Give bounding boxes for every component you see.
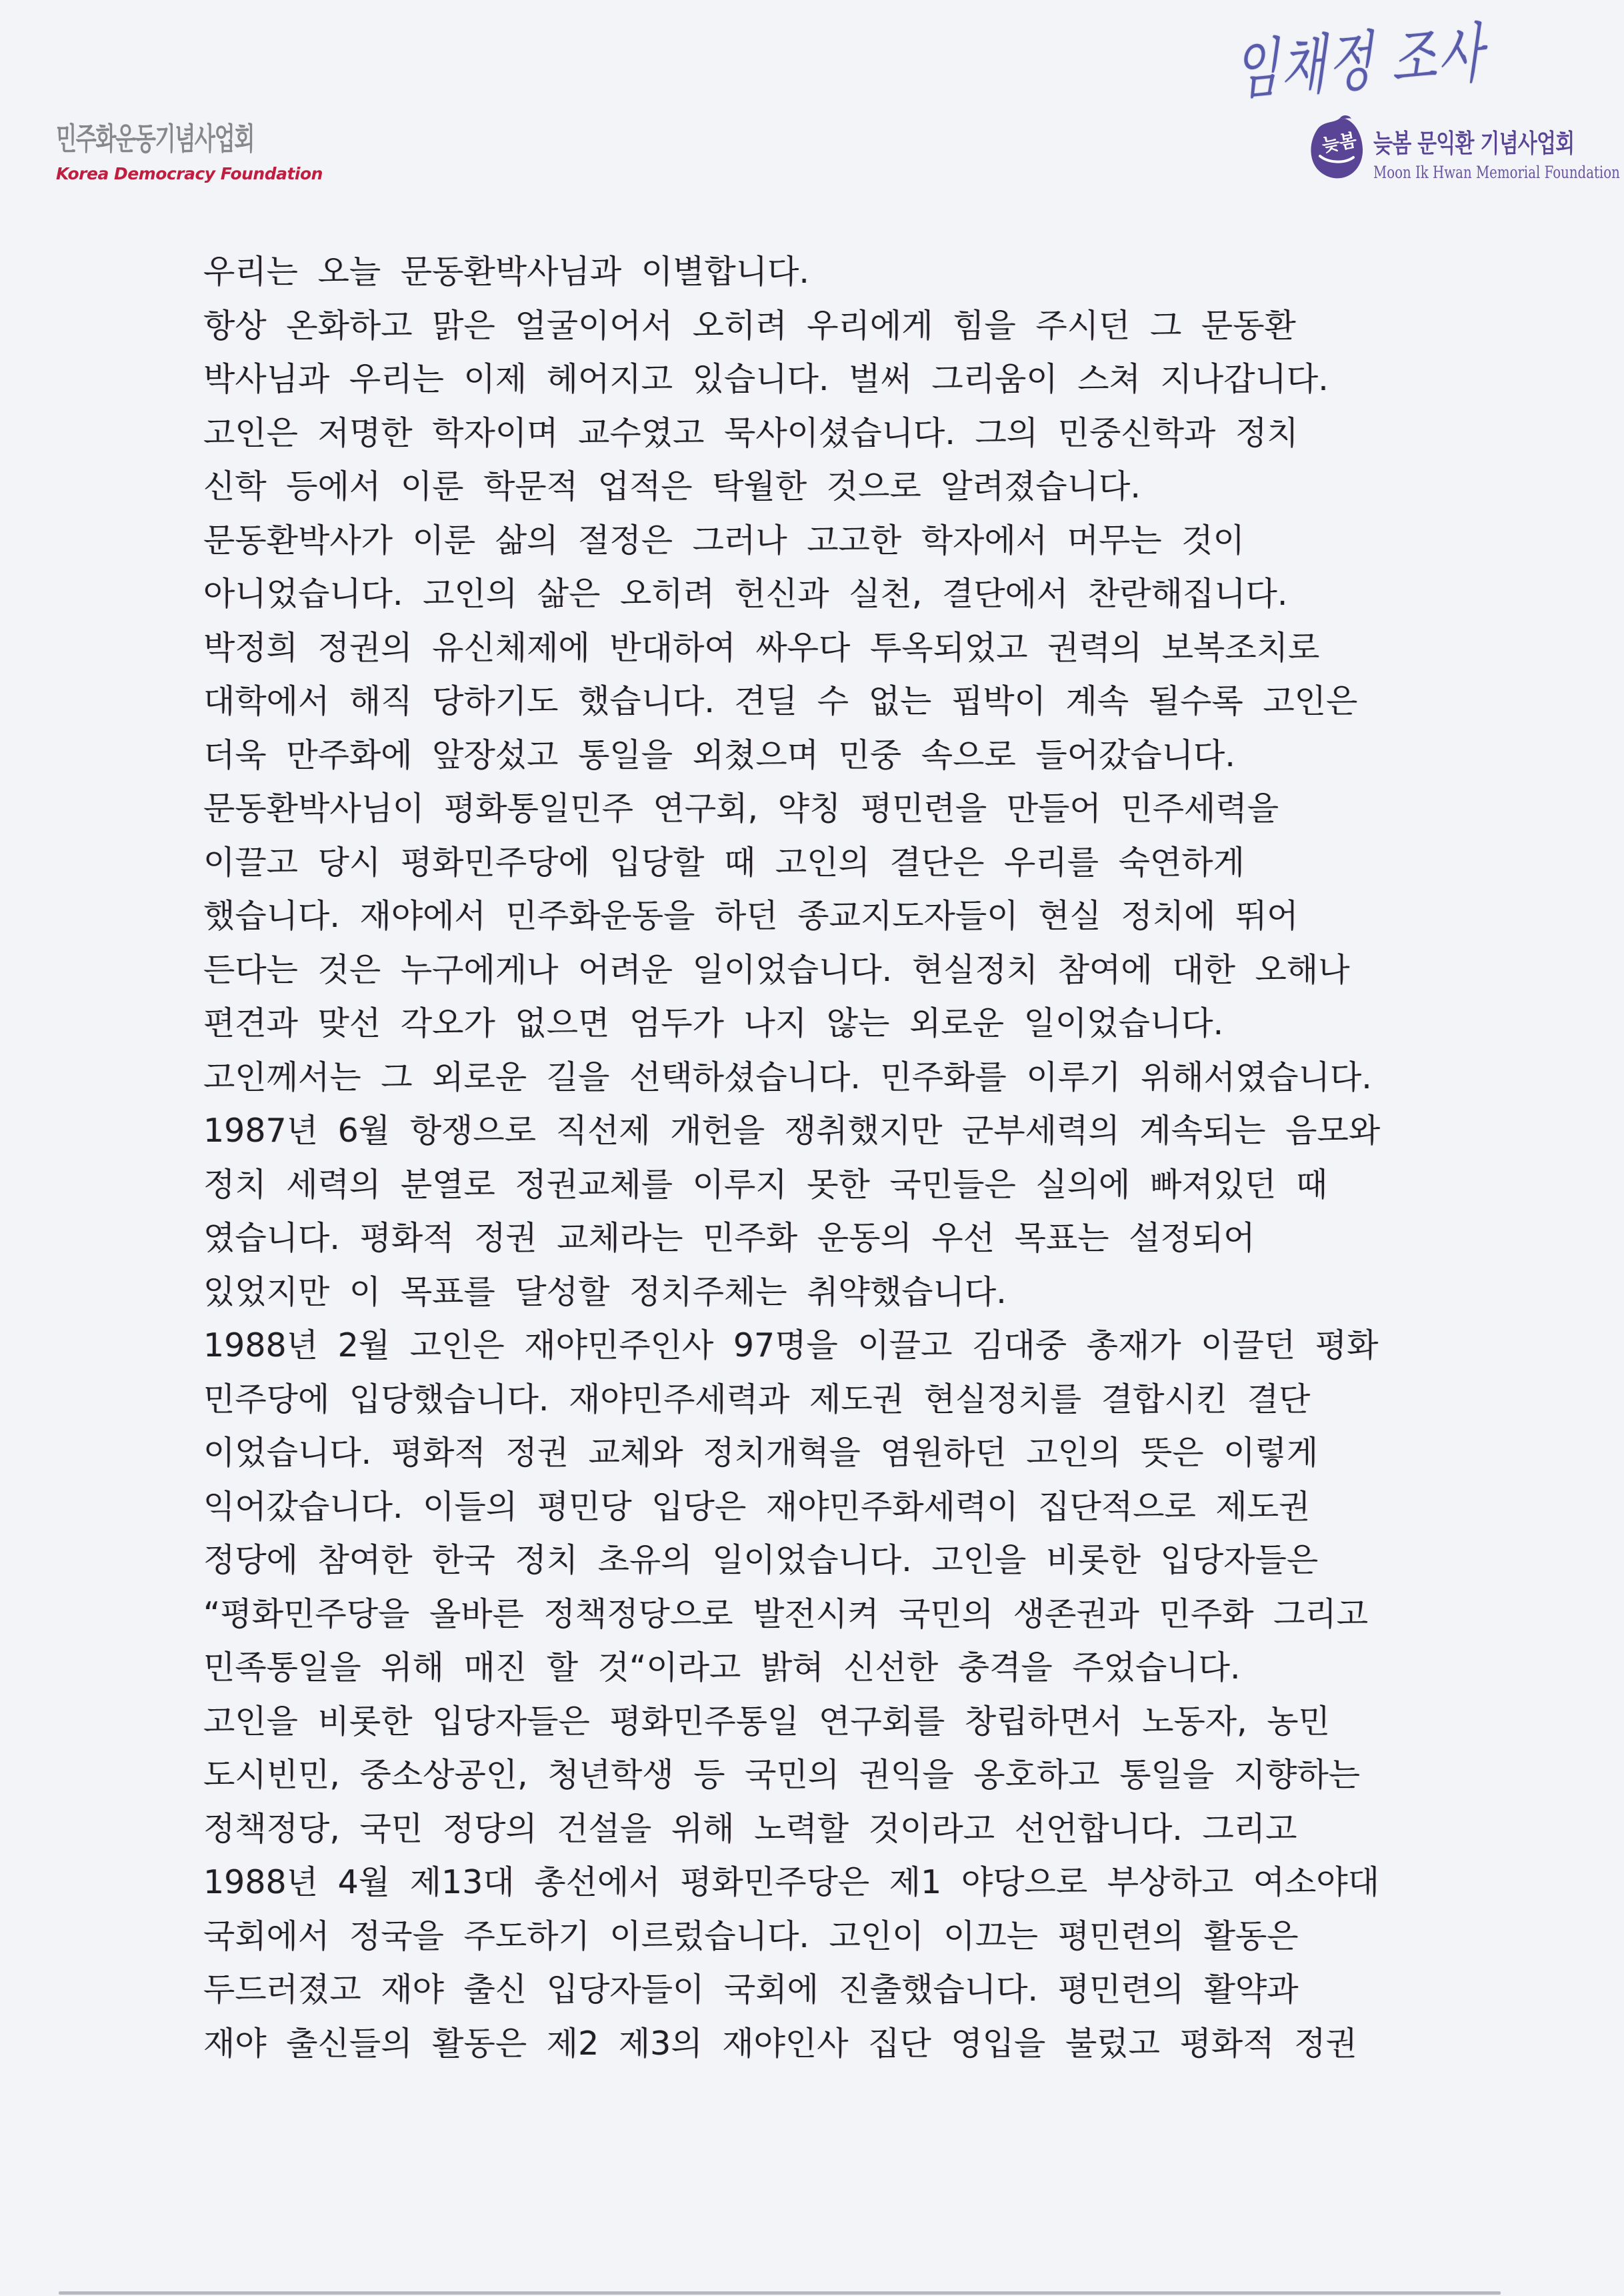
kdf-logo-korean-calligraphy: 민주화운동기념사업회	[56, 121, 255, 157]
text-line: 재야 출신들의 활동은 제2 제3의 재야인사 집단 영입을 불렀고 평화적 정권	[203, 2024, 1357, 2063]
text-line: 있었지만 이 목표를 달성할 정치주체는 취약했습니다.	[203, 1272, 1007, 1311]
text-line: “평화민주당을 올바른 정책정당으로 발전시켜 국민의 생존권과 민주화 그리고	[203, 1594, 1369, 1633]
text-line: 정당에 참여한 한국 정치 초유의 일이었습니다. 고인을 비롯한 입당자들은	[203, 1541, 1319, 1579]
text-line: 국회에서 정국을 주도하기 이르렀습니다. 고인이 이끄는 평민련의 활동은	[203, 1917, 1299, 1955]
mih-logo-english-name: Moon Ik Hwan Memorial Foundation	[1373, 163, 1620, 182]
text-line: 든다는 것은 누구에게나 어려운 일이었습니다. 현실정치 참여에 대한 오해나	[203, 950, 1350, 989]
text-line: 항상 온화하고 맑은 얼굴이어서 오히려 우리에게 힘을 주시던 그 문동환	[203, 306, 1296, 345]
text-line: 대학에서 해직 당하기도 했습니다. 견딜 수 없는 핍박이 계속 될수록 고인은	[203, 682, 1358, 720]
text-line: 고인께서는 그 외로운 길을 선택하셨습니다. 민주화를 이루기 위해서였습니다.	[203, 1058, 1372, 1096]
text-line: 편견과 맞선 각오가 없으면 엄두가 나지 않는 외로운 일이었습니다.	[203, 1004, 1224, 1042]
text-line: 신학 등에서 이룬 학문적 업적은 탁월한 것으로 알려졌습니다.	[203, 467, 1141, 505]
text-line: 정치 세력의 분열로 정권교체를 이루지 못한 국민들은 실의에 빠져있던 때	[203, 1165, 1328, 1204]
text-line: 문동환박사가 이룬 삶의 절정은 그러나 고고한 학자에서 머무는 것이	[203, 521, 1245, 559]
text-line: 고인을 비롯한 입당자들은 평화민주통일 연구회를 창립하면서 노동자, 농민	[203, 1702, 1330, 1741]
text-line: 익어갔습니다. 이들의 평민당 입당은 재야민주화세력이 집단적으로 제도권	[203, 1487, 1311, 1526]
mih-logo-text	[1373, 115, 1624, 182]
scan-edge-artifact	[59, 2291, 1501, 2295]
text-line: 문동환박사님이 평화통일민주 연구회, 약칭 평민련을 만들어 민주세력을	[203, 790, 1279, 828]
text-line: 우리는 오늘 문동환박사님과 이별합니다.	[203, 253, 809, 291]
text-line: 더욱 만주화에 앞장섰고 통일을 외쳤으며 민중 속으로 들어갔습니다.	[203, 736, 1235, 774]
text-line: 고인은 저명한 학자이며 교수였고 묵사이셨습니다. 그의 민중신학과 정치	[203, 413, 1299, 452]
text-line: 두드러졌고 재야 출신 입당자들이 국회에 진출했습니다. 평민련의 활약과	[203, 1971, 1299, 2009]
text-line: 1988년 2월 고인은 재야민주인사 97명을 이끌고 김대중 총재가 이끌던 평화	[203, 1326, 1379, 1364]
text-line: 였습니다. 평화적 정권 교체라는 민주화 운동의 우선 목표는 설정되어	[203, 1219, 1255, 1257]
eulogy-text	[203, 245, 1423, 2071]
mih-logo-korean-name: 늦봄 문익환 기념사업회	[1373, 129, 1575, 158]
text-line: 민주당에 입당했습니다. 재야민주세력과 제도권 현실정치를 결합시킨 결단	[203, 1380, 1311, 1418]
text-line: 도시빈민, 중소상공인, 청년학생 등 국민의 권익을 옹호하고 통일을 지향하는	[203, 1756, 1361, 1794]
text-line: 1988년 4월 제13대 총선에서 평화민주당은 제1 야당으로 부상하고 여소야대	[203, 1863, 1380, 1901]
text-line: 1987년 6월 항쟁으로 직선제 개헌을 쟁취했지만 군부세력의 계속되는 음모와	[203, 1112, 1381, 1150]
text-line: 민족통일을 위해 매진 할 것“이라고 밝혀 신선한 충격을 주었습니다.	[203, 1648, 1241, 1686]
svg-text:늦봄: 늦봄	[1320, 129, 1359, 157]
mih-logo-seal-icon	[1309, 115, 1364, 180]
text-line: 정책정당, 국민 정당의 건설을 위해 노력할 것이라고 선언합니다. 그리고	[203, 1809, 1297, 1848]
text-line: 아니었습니다. 고인의 삶은 오히려 헌신과 실천, 결단에서 찬란해집니다.	[203, 575, 1288, 613]
text-line: 했습니다. 재야에서 민주화운동을 하던 종교지도자들이 현실 정치에 뛰어	[203, 897, 1299, 935]
text-line: 박정희 정권의 유신체제에 반대하여 싸우다 투옥되었고 권력의 보복조치로	[203, 628, 1320, 667]
text-line: 이었습니다. 평화적 정권 교체와 정치개혁을 염원하던 고인의 뜻은 이렇게	[203, 1434, 1319, 1472]
handwritten-annotation: 임채정 조사	[1232, 15, 1487, 109]
text-line: 박사님과 우리는 이제 헤어지고 있습니다. 벌써 그리움이 스쳐 지나갑니다.	[203, 360, 1329, 398]
text-line: 이끌고 당시 평화민주당에 입당할 때 고인의 결단은 우리를 숙연하게	[203, 843, 1245, 882]
korea-democracy-foundation-logo	[56, 115, 339, 183]
kdf-logo-english-name: Korea Democracy Foundation	[56, 164, 323, 183]
moon-ik-hwan-foundation-logo	[1309, 115, 1624, 182]
